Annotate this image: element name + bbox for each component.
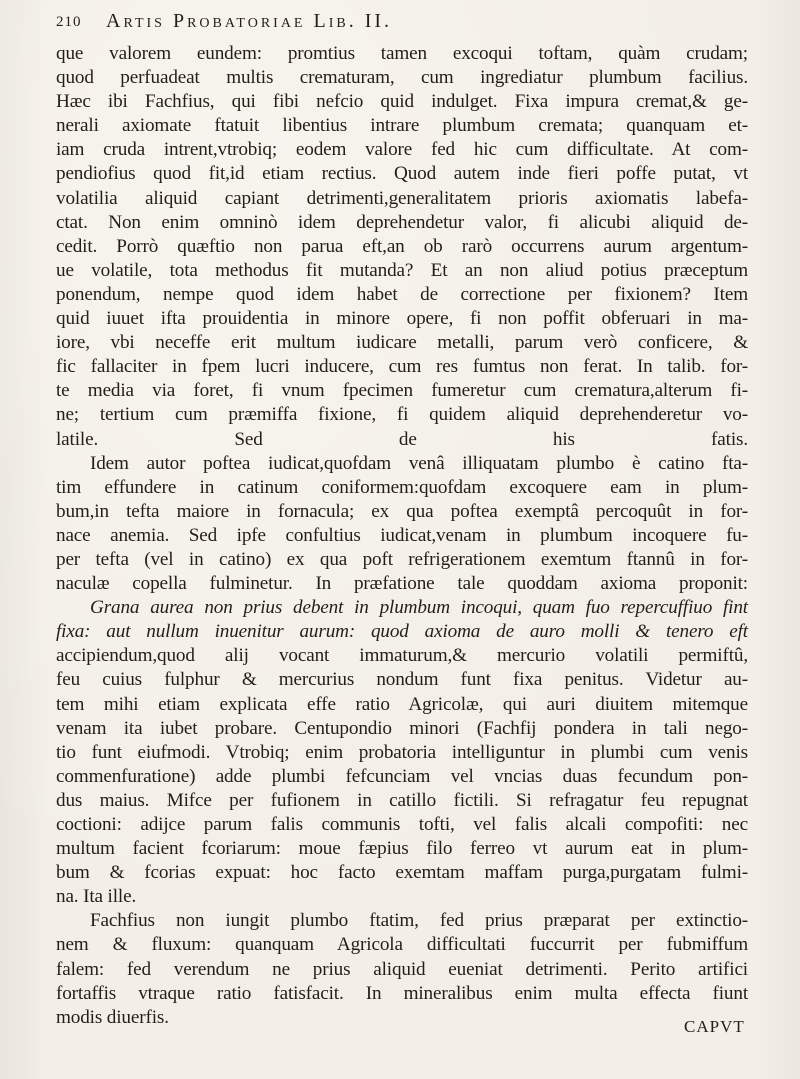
text-line: ue volatile, tota methodus fit mutanda? Et an non aliud potius præceptum bbox=[56, 259, 748, 281]
text-line: ne; tertium cum præmiffa fixione, fi quidem aliquid deprehenderetur vo- bbox=[56, 404, 748, 426]
body-text bbox=[56, 42, 748, 1030]
text-line: naculæ copella fulminetur. In præfatione tale quoddam axioma proponit: bbox=[56, 573, 748, 595]
text-line: venam ita iubet probare. Centupondio minori (Fachfij pondera in tali nego- bbox=[56, 717, 748, 739]
running-title: Artis Probatoriae Lib. II. bbox=[106, 10, 393, 32]
text-line: latile. Sed de his fatis. bbox=[56, 428, 748, 450]
text-line: te media via foret, fi vnum fpecimen fumeretur cum crematura,alterum fi- bbox=[56, 380, 748, 402]
text-line: quod perfuadeat multis crematuram, cum ingrediatur plumbum facilius. bbox=[56, 67, 748, 89]
text-line: ponendum, nempe quod idem habet de correctione per fixionem? Item bbox=[56, 283, 748, 305]
text-line: tim effundere in catinum coniformem:quofdam excoquere eam in plum- bbox=[56, 476, 748, 498]
catchword: CAPVT bbox=[684, 1017, 745, 1036]
text-line: accipiendum,quod alij vocant immaturum,& mercurio volatili permiftû, bbox=[56, 645, 748, 667]
text-line: volatilia aliquid capiant detrimenti,generalitatem prioris axiomatis labefa- bbox=[56, 187, 748, 209]
text-line: fic fallaciter in fpem lucri inducere, cum res fumtus non ferat. In talib. for- bbox=[56, 356, 748, 378]
text-line: bum,in tefta maiore in fornacula; ex qua poftea exemptâ percoquût in for- bbox=[56, 500, 748, 522]
text-line: per tefta (vel in catino) ex qua poft refrigerationem exemtum ftannû in for- bbox=[56, 548, 748, 570]
text-line: falem: fed verendum ne prius aliquid eueniat detrimenti. Perito artifici bbox=[56, 958, 748, 980]
text-line: iam cruda intrent,vtrobiq; eodem valore fed hic cum difficultate. At com- bbox=[56, 139, 748, 161]
text-line: que valorem eundem: promtius tamen excoqui toftam, quàm crudam; bbox=[56, 43, 748, 64]
text-line: Idem autor poftea iudicat,quofdam venâ illiquatam plumbo è catino fta- bbox=[90, 452, 748, 474]
text-line: fortaffis vtraque ratio fatisfacit. In mineralibus enim multa effecta fiunt bbox=[56, 982, 748, 1004]
text-line: quid iuuet ifta prouidentia in minore opere, fi non poffit obferuari in ma- bbox=[56, 308, 748, 330]
text-line: dus maius. Mifce per fufionem in catillo fictili. Si refragatur feu repugnat bbox=[56, 789, 748, 811]
text-line: nem & fluxum: quanquam Agricola difficultati fuccurrit per fubmiffum bbox=[56, 934, 748, 956]
text-line: Grana aurea non prius debent in plumbum incoqui, quam fuo repercuffiuo fint bbox=[90, 597, 748, 619]
text-line: multum facient fcoriarum: moue fæpius filo ferreo vt aurum eat in plum- bbox=[56, 838, 748, 860]
text-line: commenfuratione) adde plumbi fefcunciam vel vncias duas fecundum pon- bbox=[56, 765, 748, 787]
text-line: pendiofius quod fit,id etiam rectius. Quod autem inde fieri poffe putat, vt bbox=[56, 163, 748, 185]
text-line: Hæc ibi Fachfius, qui fibi nefcio quid indulget. Fixa impura cremat,& ge- bbox=[56, 91, 748, 113]
page-header bbox=[56, 8, 736, 42]
text-line: na. Ita ille. bbox=[56, 886, 137, 908]
text-line: modis diuerfis. bbox=[56, 1006, 169, 1028]
text-line: feu cuius fulphur & mercurius nondum funt fixa penitus. Videtur au- bbox=[56, 669, 748, 691]
page-number: 210 bbox=[56, 14, 82, 30]
text-line: fixa: aut nullum inuenitur aurum: quod axioma de auro molli & tenero eft bbox=[56, 621, 748, 643]
text-line: nace anemia. Sed ipfe confultius iudicat,venam in plumbum incoquere fu- bbox=[56, 524, 748, 546]
text-line: cedit. Porrò quæftio non parua eft,an ob rarò occurrens aurum argentum- bbox=[56, 235, 748, 257]
text-line: nerali axiomate ftatuit libentius intrare plumbum cremata; quanquam et- bbox=[56, 115, 748, 137]
text-line: iore, vbi neceffe erit multum iudicare metalli, parum verò conficere, & bbox=[56, 332, 748, 354]
text-line: coctioni: adijce parum falis communis tofti, vel falis alcali compofiti: nec bbox=[56, 814, 748, 835]
text-line: tem mihi etiam explicata effe ratio Agricolæ, qui auri diuitem mitemque bbox=[56, 693, 748, 715]
text-line: bum & fcorias expuat: hoc facto exemtam maffam purga,purgatam fulmi- bbox=[56, 862, 748, 884]
text-line: Fachfius non iungit plumbo ftatim, fed prius præparat per extinctio- bbox=[90, 910, 748, 932]
text-line: tio funt eiufmodi. Vtrobiq; enim probatoria intelliguntur in plumbi cum venis bbox=[56, 741, 748, 763]
text-line: ctat. Non enim omninò idem deprehendetur valor, fi alicubi aliquid de- bbox=[56, 211, 748, 233]
